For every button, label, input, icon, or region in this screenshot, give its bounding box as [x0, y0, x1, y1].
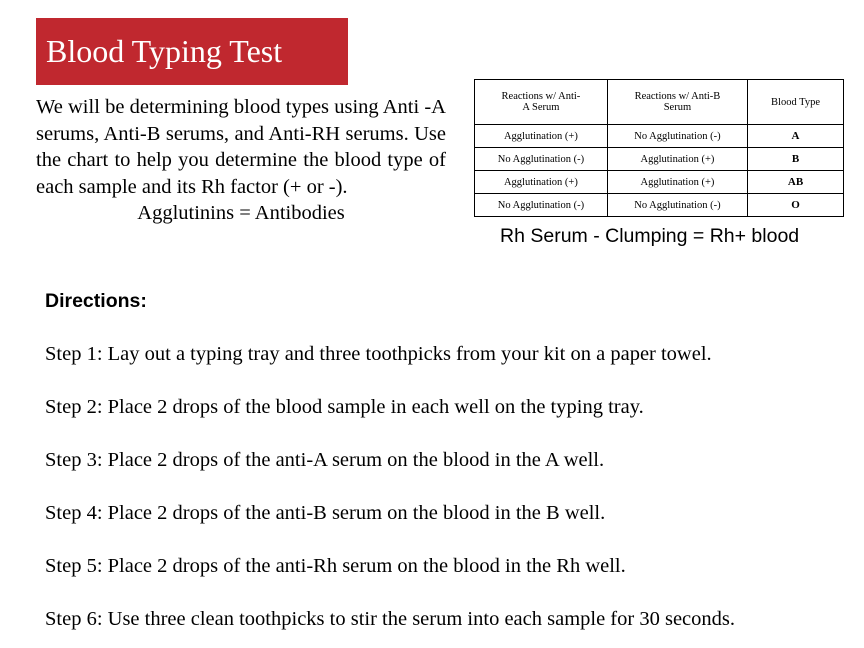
anti-a-reaction: Agglutination (+): [475, 125, 608, 148]
rh-serum-note: Rh Serum - Clumping = Rh+ blood: [500, 225, 800, 247]
step-6: Step 6: Use three clean toothpicks to stir the serum into each sample for 30 seconds.: [45, 608, 735, 630]
intro-paragraph: We will be determining blood types using Anti -A serums, Anti-B serums, and Anti-RH serums. Use the chart to help you determine the blood type of each sample and its Rh factor (+ or -).: [36, 96, 446, 198]
anti-a-reaction: Agglutination (+): [475, 171, 608, 194]
blood-type-value: A: [748, 125, 844, 148]
table-row: [475, 194, 844, 217]
directions-heading: Directions:: [45, 290, 147, 312]
anti-b-reaction: Agglutination (+): [607, 171, 747, 194]
header-anti-b: Reactions w/ Anti-B Serum: [607, 80, 747, 125]
step-5: Step 5: Place 2 drops of the anti-Rh serum on the blood in the Rh well.: [45, 555, 626, 577]
page-title: Blood Typing Test: [36, 18, 348, 85]
header-anti-a: Reactions w/ Anti-A Serum: [475, 80, 608, 125]
table-row: [475, 148, 844, 171]
blood-type-value: O: [748, 194, 844, 217]
intro-text: [36, 94, 446, 227]
table-row: [475, 171, 844, 194]
blood-type-value: AB: [748, 171, 844, 194]
step-1: Step 1: Lay out a typing tray and three toothpicks from your kit on a paper towel.: [45, 343, 712, 365]
agglutinins-note: Agglutinins = Antibodies: [137, 202, 345, 224]
header-blood-type: Blood Type: [748, 80, 844, 125]
blood-type-value: B: [748, 148, 844, 171]
anti-a-reaction: No Agglutination (-): [475, 148, 608, 171]
anti-b-reaction: No Agglutination (-): [607, 125, 747, 148]
table-header-row: [475, 80, 844, 125]
anti-b-reaction: Agglutination (+): [607, 148, 747, 171]
anti-b-reaction: No Agglutination (-): [607, 194, 747, 217]
step-2: Step 2: Place 2 drops of the blood sample in each well on the typing tray.: [45, 396, 644, 418]
anti-a-reaction: No Agglutination (-): [475, 194, 608, 217]
blood-type-table: [474, 79, 844, 217]
step-3: Step 3: Place 2 drops of the anti-A serum on the blood in the A well.: [45, 449, 605, 471]
step-4: Step 4: Place 2 drops of the anti-B serum on the blood in the B well.: [45, 502, 606, 524]
table-row: [475, 125, 844, 148]
